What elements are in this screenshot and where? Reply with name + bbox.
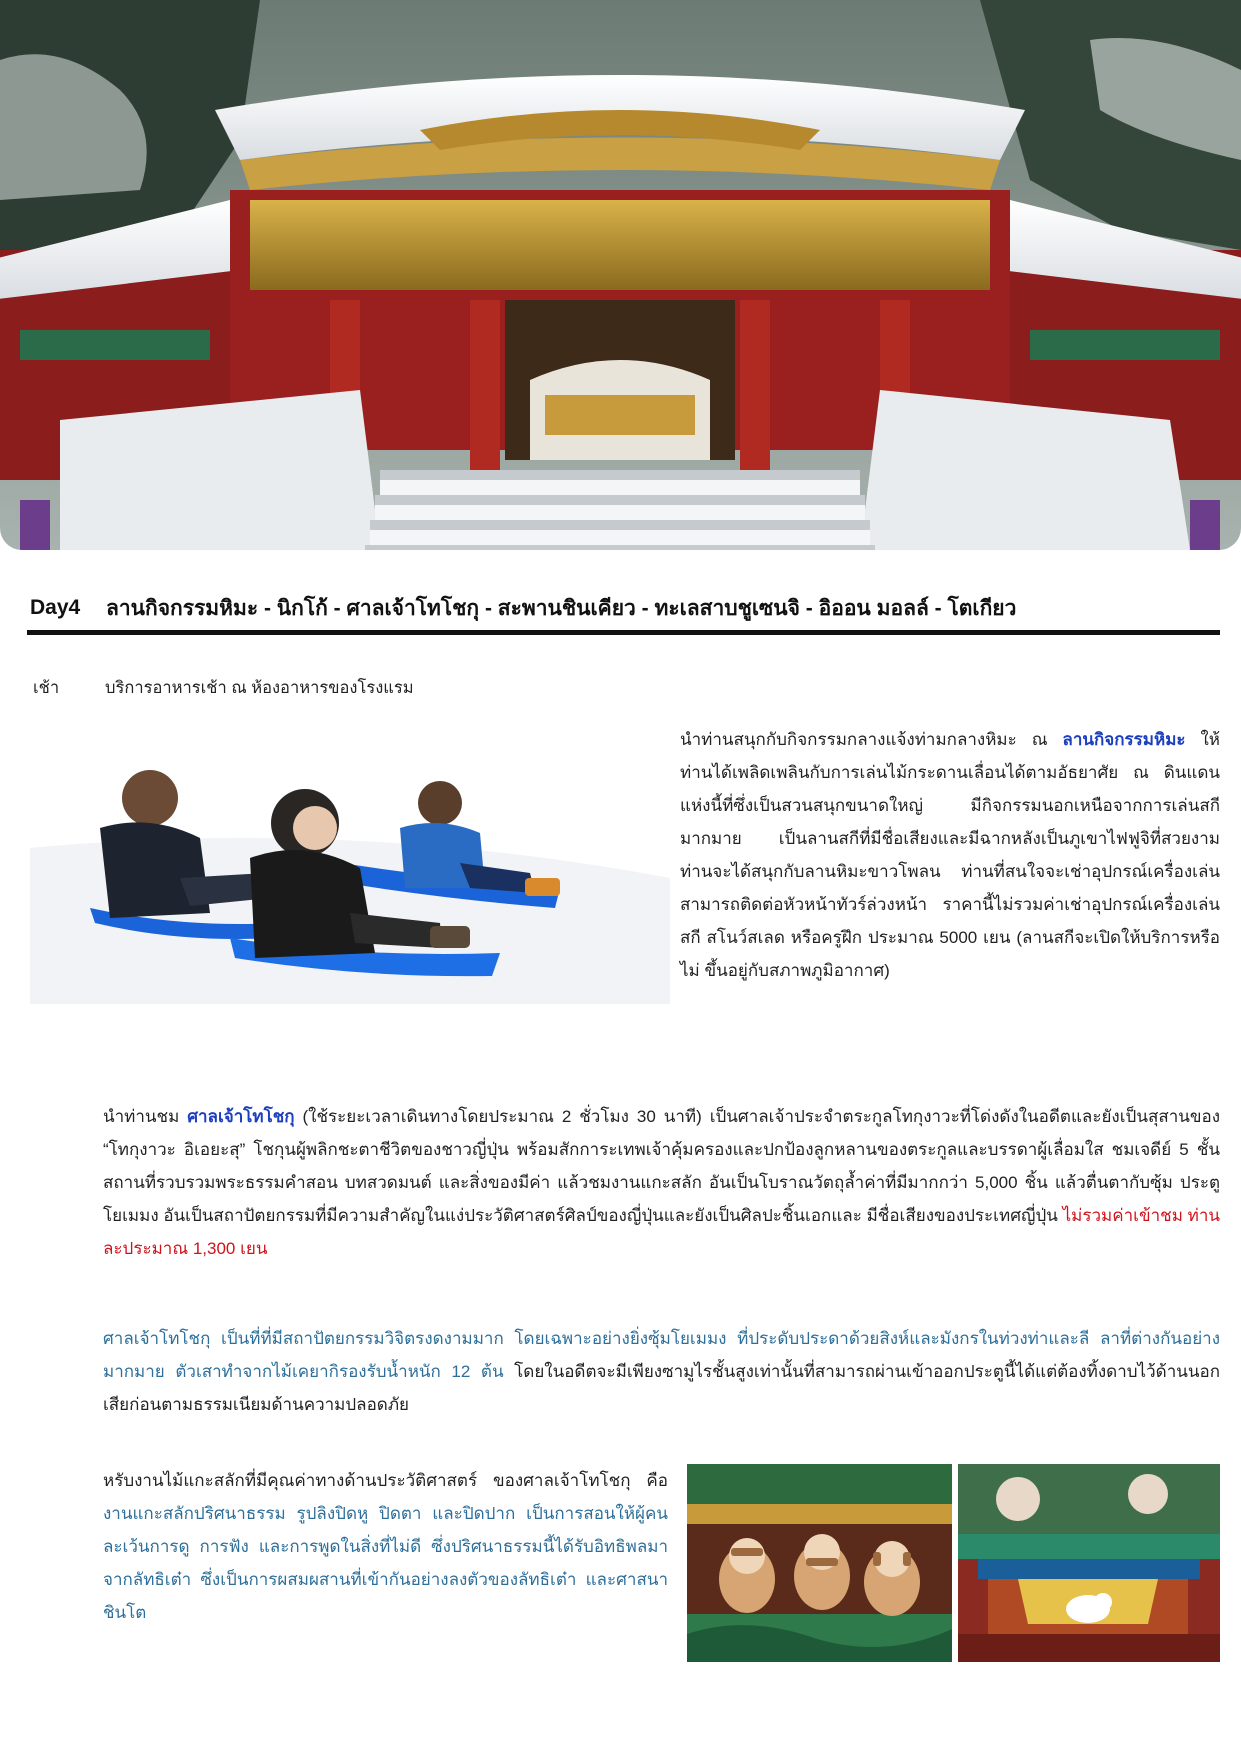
sleeping-cat-carving-photo xyxy=(958,1464,1220,1662)
architecture-body: โดยในอดีตจะมีเพียงซามูไรชั้นสูงเท่านั้นที่สามารถผ่านเข้าออกประตูนี้ได้แต่ต้องทิ้งดาบไว้ด้านนอกเสียก่อนตามธรรมเนียมด้านความปลอดภัย xyxy=(103,1362,1220,1414)
entrance-fee-note: ไม่รวมค่าเข้าชม ท่านละประมาณ 1,300 เยน xyxy=(103,1206,1221,1258)
snow-activity-paragraph xyxy=(680,723,1220,987)
shrine-visit-paragraph xyxy=(103,1100,1220,1265)
hero-shrine-photo xyxy=(0,0,1241,550)
shrine-name-highlight: ศาลเจ้าโทโชกุ xyxy=(187,1107,295,1126)
architecture-highlight: ศาลเจ้าโทโชกุ เป็นที่ที่มีสถาปัตยกรรมวิจิตรงดงามมาก โดยเฉพาะอย่างยิ่งซุ้มโยเมมง ที่ประดับประดาด้วยสิงห์และมังกรในท่วงท่าและลี ลาที่ต่างกันอย่างมากมาย ตัวเสาทำจากไม้เคยากิรองรับน้ำหนัก 12 ต้น xyxy=(103,1329,1220,1381)
carvings-paragraph xyxy=(103,1464,668,1629)
snow-activity-body: ให้ท่านได้เพลิดเพลินกับการเล่นไม้กระดานเลื่อนได้ตามอัธยาศัย ณ ดินแดนแห่งนี้ที่ซึ่งเป็นสวนสนุกขนาดใหญ่ มีกิจกรรมนอกเหนือจากการเล่นสกีมากมาย เป็นลานสกีที่มีชื่อเสียงและมีฉากหลังเป็นภูเขาไฟฟูจิที่สวยงามท่านจะได้สนุกกับลานหิมะขาวโพลน ท่านที่สนใจจะเช่าอุปกรณ์เครื่องเล่นสามารถติดต่อหัวหน้าทัวร์ล่วงหน้า ราคานี้ไม่รวมค่าเช่าอุปกรณ์เครื่องเล่นสกี สโนว์สเลด หรือครูฝึก ประมาณ 5000 เยน (ลานสกีจะเปิดให้บริการหรือไม่ ขึ้นอยู่กับสภาพภูมิอากาศ) xyxy=(680,730,1221,980)
meal-time: เช้า xyxy=(33,679,60,697)
meal-row xyxy=(33,675,414,701)
shrine-visit-intro: นำท่านชม xyxy=(103,1107,188,1126)
snow-activity-intro: นำท่านสนุกกับกิจกรรมกลางแจ้งท่ามกลางหิมะ ณ xyxy=(680,730,1063,749)
carvings-highlight: งานแกะสลักปริศนาธรรม รูปลิงปิดหู ปิดตา และปิดปาก เป็นการสอนให้ผู้คนละเว้นการดู การฟัง และการพูดในสิ่งที่ไม่ดี ซึ่งปริศนาธรรมนี้ได้รับอิทธิพลมาจากลัทธิเต๋า ซึ่งเป็นการผสมผสานที่เข้ากันอย่างลงตัวของลัทธิเต๋า และศาสนาชินโต xyxy=(103,1504,668,1622)
day-header xyxy=(30,588,1220,628)
day-title: ลานกิจกรรมหิมะ - นิกโก้ - ศาลเจ้าโทโชกุ - สะพานชินเคียว - ทะเลสาบชูเซนจิ - อิออน มอลล์ - โตเกียว xyxy=(106,596,1017,620)
snow-sledding-photo xyxy=(30,728,670,1004)
carvings-intro: หรับงานไม้แกะสลักที่มีคุณค่าทางด้านประวัติศาสตร์ ของศาลเจ้าโทโชกุ คือ xyxy=(103,1471,668,1490)
shrine-visit-body: (ใช้ระยะเวลาเดินทางโดยประมาณ 2 ชั่วโมง 30 นาที) เป็นศาลเจ้าประจำตระกูลโทกุงาวะที่โด่งดังในอดีตและยังเป็นสุสานของ “โทกุงาวะ อิเอยะสุ” โชกุนผู้พลิกชะตาชีวิตของชาวญี่ปุ่น พร้อมสักการะเทพเจ้าคุ้มครองและปกป้องลูกหลานของตระกูลและบรรดาผู้เลื่อมใส ชมเจดีย์ 5 ชั้น สถานที่รวบรวมพระธรรมคำสอน บทสวดมนต์ และสิ่งของมีค่า แล้วชมงานแกะสลัก อันเป็นโบราณวัตถุล้ำค่าที่มีมากกว่า 5,000 ชิ้น แล้วตื่นตากับซุ้ม ประตูโยเมมง อันเป็นสถาปัตยกรรมที่มีความสำคัญในแง่ประวัติศาสตร์ศิลป์ของญี่ปุ่นและยังเป็นศิลปะชิ้นเอกและ มีชื่อเสียงของประเทศญี่ปุ่น xyxy=(103,1107,1220,1225)
architecture-paragraph xyxy=(103,1322,1220,1421)
day-label: Day4 xyxy=(30,596,81,619)
meal-description: บริการอาหารเช้า ณ ห้องอาหารของโรงแรม xyxy=(105,679,414,697)
snow-activity-highlight: ลานกิจกรรมหิมะ xyxy=(1062,730,1186,749)
three-wise-monkeys-photo xyxy=(687,1464,952,1662)
header-divider xyxy=(27,630,1220,635)
